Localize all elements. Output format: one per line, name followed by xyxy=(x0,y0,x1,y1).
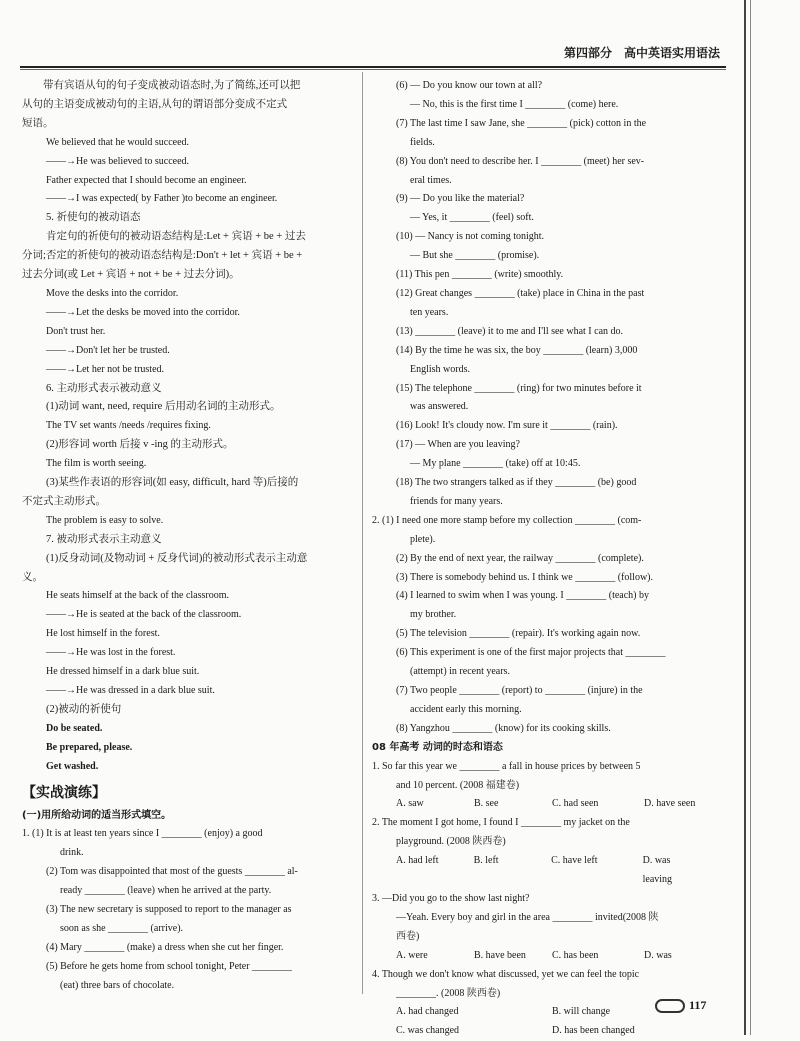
exercise-item: (4) Mary ________ (make) a dress when she cut her finger. xyxy=(46,941,284,953)
example-line: Be prepared, please. xyxy=(46,741,133,753)
example-line: Get washed. xyxy=(46,760,99,772)
exercise-item: (2) Tom was disappointed that most of the guests ________ al- xyxy=(46,866,298,878)
option: A. were xyxy=(396,949,428,961)
example-line: ——→He was lost in the forest. xyxy=(46,647,176,659)
header-rule-thin xyxy=(20,69,726,70)
exercise-item-cont: (eat) three bars of chocolate. xyxy=(60,979,175,991)
exercise-item: (8) Yangzhou ________ (know) for its cooking skills. xyxy=(396,722,611,734)
subheading: 5. 祈使句的被动语态 xyxy=(46,212,141,224)
option: B. have been xyxy=(474,949,526,961)
example-line: The problem is easy to solve. xyxy=(46,514,164,526)
page-edge xyxy=(744,0,746,1035)
text-line: 肯定句的祈使句的被动语态结构是:Let + 宾语 + be + 过去 xyxy=(46,231,306,243)
example-line: Move the desks into the corridor. xyxy=(46,287,179,299)
exercise-item-cont: ten years. xyxy=(410,306,449,318)
option: D. have seen xyxy=(644,798,696,810)
exercise-item: (3) The new secretary is supposed to report to the manager as xyxy=(46,904,292,916)
example-line: ——→He was dressed in a dark blue suit. xyxy=(46,685,215,696)
text-line: (3)某些作表语的形容词(如 easy, difficult, hard 等)后接的 xyxy=(46,477,299,489)
exercise-item-cont: plete). xyxy=(410,533,436,545)
mcq-question: 3. —Did you go to the show last night? xyxy=(372,892,530,904)
mcq-options xyxy=(372,1003,702,1022)
subheading: 6. 主动形式表示被动意义 xyxy=(46,382,162,394)
exercise-item-cont: fields. xyxy=(410,136,435,148)
text-line: (1)动词 want, need, require 后用动名词的主动形式。 xyxy=(46,401,281,413)
mcq-question: 2. The moment I got home, I found I ________ my jacket on the xyxy=(372,817,630,829)
option: D. was xyxy=(644,949,672,961)
option: C. has been xyxy=(552,949,599,961)
option: C. was changed xyxy=(396,1025,460,1037)
example-line: Father expected that I should become an engineer. xyxy=(46,174,247,186)
text-line: (2)形容词 worth 后接 v -ing 的主动形式。 xyxy=(46,439,234,451)
exercise-item-cont: English words. xyxy=(410,363,470,375)
exercise-item-cont: — Yes, it ________ (feel) soft. xyxy=(410,212,534,224)
example-line: ——→He is seated at the back of the classroom. xyxy=(46,609,242,621)
example-line: He lost himself in the forest. xyxy=(46,628,160,640)
mcq-question: 1. So far this year we ________ a fall in house prices by between 5 xyxy=(372,760,641,772)
exercise-item: (18) The two strangers talked as if they ________ (be) good xyxy=(396,477,637,489)
option: D. has been changed xyxy=(552,1025,635,1037)
exercise-item: (17) — When are you leaving? xyxy=(396,439,520,451)
text-line: 分词;否定的祈使句的被动语态结构是:Don't + let + 宾语 + be + xyxy=(22,250,303,262)
example-line: The TV set wants /needs /requires fixing. xyxy=(46,420,211,432)
exercise-item-cont: my brother. xyxy=(410,609,457,621)
exercise-item: (12) Great changes ________ (take) place in China in the past xyxy=(396,287,645,299)
option: C. had seen xyxy=(552,798,599,810)
exercise-item: (16) Look! It's cloudy now. I'm sure it ________ (rain). xyxy=(396,420,618,432)
exercise-item: 2. (1) I need one more stamp before my collection ________ (com- xyxy=(372,514,642,526)
example-line: ——→I was expected( by Father )to become an engineer. xyxy=(46,193,278,205)
example-line: ——→Let the desks be moved into the corridor. xyxy=(46,306,240,318)
option: A. had changed xyxy=(396,1006,459,1018)
mcq-question-cont: ________. (2008 陕西卷) xyxy=(396,987,501,999)
exercise-item-cont: — My plane ________ (take) off at 10:45. xyxy=(410,458,581,470)
exercise-item-cont: — But she ________ (promise). xyxy=(410,250,540,262)
example-line: The film is worth seeing. xyxy=(46,458,147,470)
exercise-item: (11) This pen ________ (write) smoothly. xyxy=(396,269,564,281)
example-line: We believed that he would succeed. xyxy=(46,136,190,148)
page-edge-line xyxy=(750,0,751,1035)
option: A. saw xyxy=(396,798,424,810)
example-line: Don't trust her. xyxy=(46,325,106,337)
page-number-text: 117 xyxy=(689,998,707,1012)
left-column xyxy=(22,77,354,996)
option: B. see xyxy=(474,798,499,810)
exercise-item: (6) — Do you know our town at all? xyxy=(396,80,543,91)
exercise-item-cont: accident early this morning. xyxy=(410,703,522,715)
exercise-item: 1. (1) It is at least ten years since I ________ (enjoy) a good xyxy=(22,828,263,840)
text-line: 过去分词(或 Let + 宾语 + not + be + 过去分词)。 xyxy=(22,269,240,281)
column-divider xyxy=(362,72,363,994)
example-line: ——→He was believed to succeed. xyxy=(46,155,190,167)
exercise-item: (2) By the end of next year, the railway ________ (complete). xyxy=(396,552,644,564)
exercise-item: (8) You don't need to describe her. I ________ (meet) her sev- xyxy=(396,155,645,167)
exercise-item: (15) The telephone ________ (ring) for two minutes before it xyxy=(396,382,642,394)
running-header: 第四部分 高中英语实用语法 xyxy=(563,46,720,60)
exercise-item-cont: drink. xyxy=(60,847,84,859)
option: C. have left xyxy=(551,855,598,867)
exercise-item: (4) I learned to swim when I was young. I ________ (teach) by xyxy=(396,590,649,602)
exercise-item: (10) — Nancy is not coming tonight. xyxy=(396,231,545,243)
exercise-instruction: (一)用所给动词的适当形式填空。 xyxy=(22,809,172,821)
option: B. will change xyxy=(552,1006,611,1018)
exercise-item: (7) Two people ________ (report) to ________ (injure) in the xyxy=(396,685,643,696)
example-line: He seats himself at the back of the classroom. xyxy=(46,590,229,602)
mcq-question: 4. Though we don't know what discussed, yet we can feel the topic xyxy=(372,968,640,980)
exercise-item-cont: friends for many years. xyxy=(410,495,503,507)
exercise-item-cont: eral times. xyxy=(410,174,452,186)
exercise-item: (7) The last time I saw Jane, she ________ (pick) cotton in the xyxy=(396,117,647,129)
exercise-item: (13) ________ (leave) it to me and I'll see what I can do. xyxy=(396,325,624,337)
exercise-item: (3) There is somebody behind us. I think we ________ (follow). xyxy=(396,571,653,583)
exercise-item: (9) — Do you like the material? xyxy=(396,193,525,205)
page-number xyxy=(655,998,706,1013)
exercise-item: (5) The television ________ (repair). It's working again now. xyxy=(396,628,641,640)
exercise-item-cont: soon as she ________ (arrive). xyxy=(60,922,184,934)
mcq-options xyxy=(372,947,702,966)
text-line: 带有宾语从句的句子变成被动语态时,为了简练,还可以把 xyxy=(22,80,301,91)
mcq-options xyxy=(372,795,702,814)
exercise-item-cont: ready ________ (leave) when he arrived at the party. xyxy=(60,885,272,897)
exercise-item: (6) This experiment is one of the first major projects that ________ xyxy=(396,647,666,659)
mcq-question-cont: 西卷) xyxy=(396,930,420,942)
section-title: 【实战演练】 xyxy=(22,784,106,801)
option: D. was leaving xyxy=(642,855,673,886)
header-rule xyxy=(20,66,726,68)
option: A. had left xyxy=(396,855,439,867)
text-line: 不定式主动形式。 xyxy=(22,495,106,507)
exercise-item-cont: was answered. xyxy=(410,401,469,413)
mcq-question-cont: and 10 percent. (2008 福建卷) xyxy=(396,779,520,791)
subheading: 7. 被动形式表示主动意义 xyxy=(46,533,162,545)
exam-section-title: 08 年高考 动词的时态和语态 xyxy=(372,741,503,753)
exercise-item: (14) By the time he was six, the boy ________ (learn) 3,000 xyxy=(396,344,638,356)
mcq-question-cont: playground. (2008 陕西卷) xyxy=(396,836,506,848)
mcq-options xyxy=(372,1022,702,1041)
exercise-item: (5) Before he gets home from school tonight, Peter ________ xyxy=(46,960,293,972)
mcq-options xyxy=(372,852,702,890)
text-line: 从句的主语变成被动句的主语,从句的谓语部分变成不定式 xyxy=(22,98,288,110)
text-line: (1)反身动词(及物动词 + 反身代词)的被动形式表示主动意 xyxy=(46,552,308,564)
example-line: Do be seated. xyxy=(46,722,103,734)
example-line: ——→Don't let her be trusted. xyxy=(46,344,170,356)
right-column xyxy=(372,77,702,1041)
exercise-item-cont: (attempt) in recent years. xyxy=(410,666,510,678)
exercise-item-cont: — No, this is the first time I ________ (come) here. xyxy=(410,98,619,110)
publisher-logo-icon xyxy=(655,999,685,1013)
option: B. left xyxy=(473,855,499,867)
example-line: ——→Let her not be trusted. xyxy=(46,363,165,375)
mcq-question-cont: —Yeah. Every boy and girl in the area ________ invited(2008 陕 xyxy=(396,911,659,923)
text-line: 义。 xyxy=(22,571,43,583)
text-line: 短语。 xyxy=(22,117,54,129)
subheading: (2)被动的祈使句 xyxy=(46,703,122,715)
example-line: He dressed himself in a dark blue suit. xyxy=(46,666,200,678)
